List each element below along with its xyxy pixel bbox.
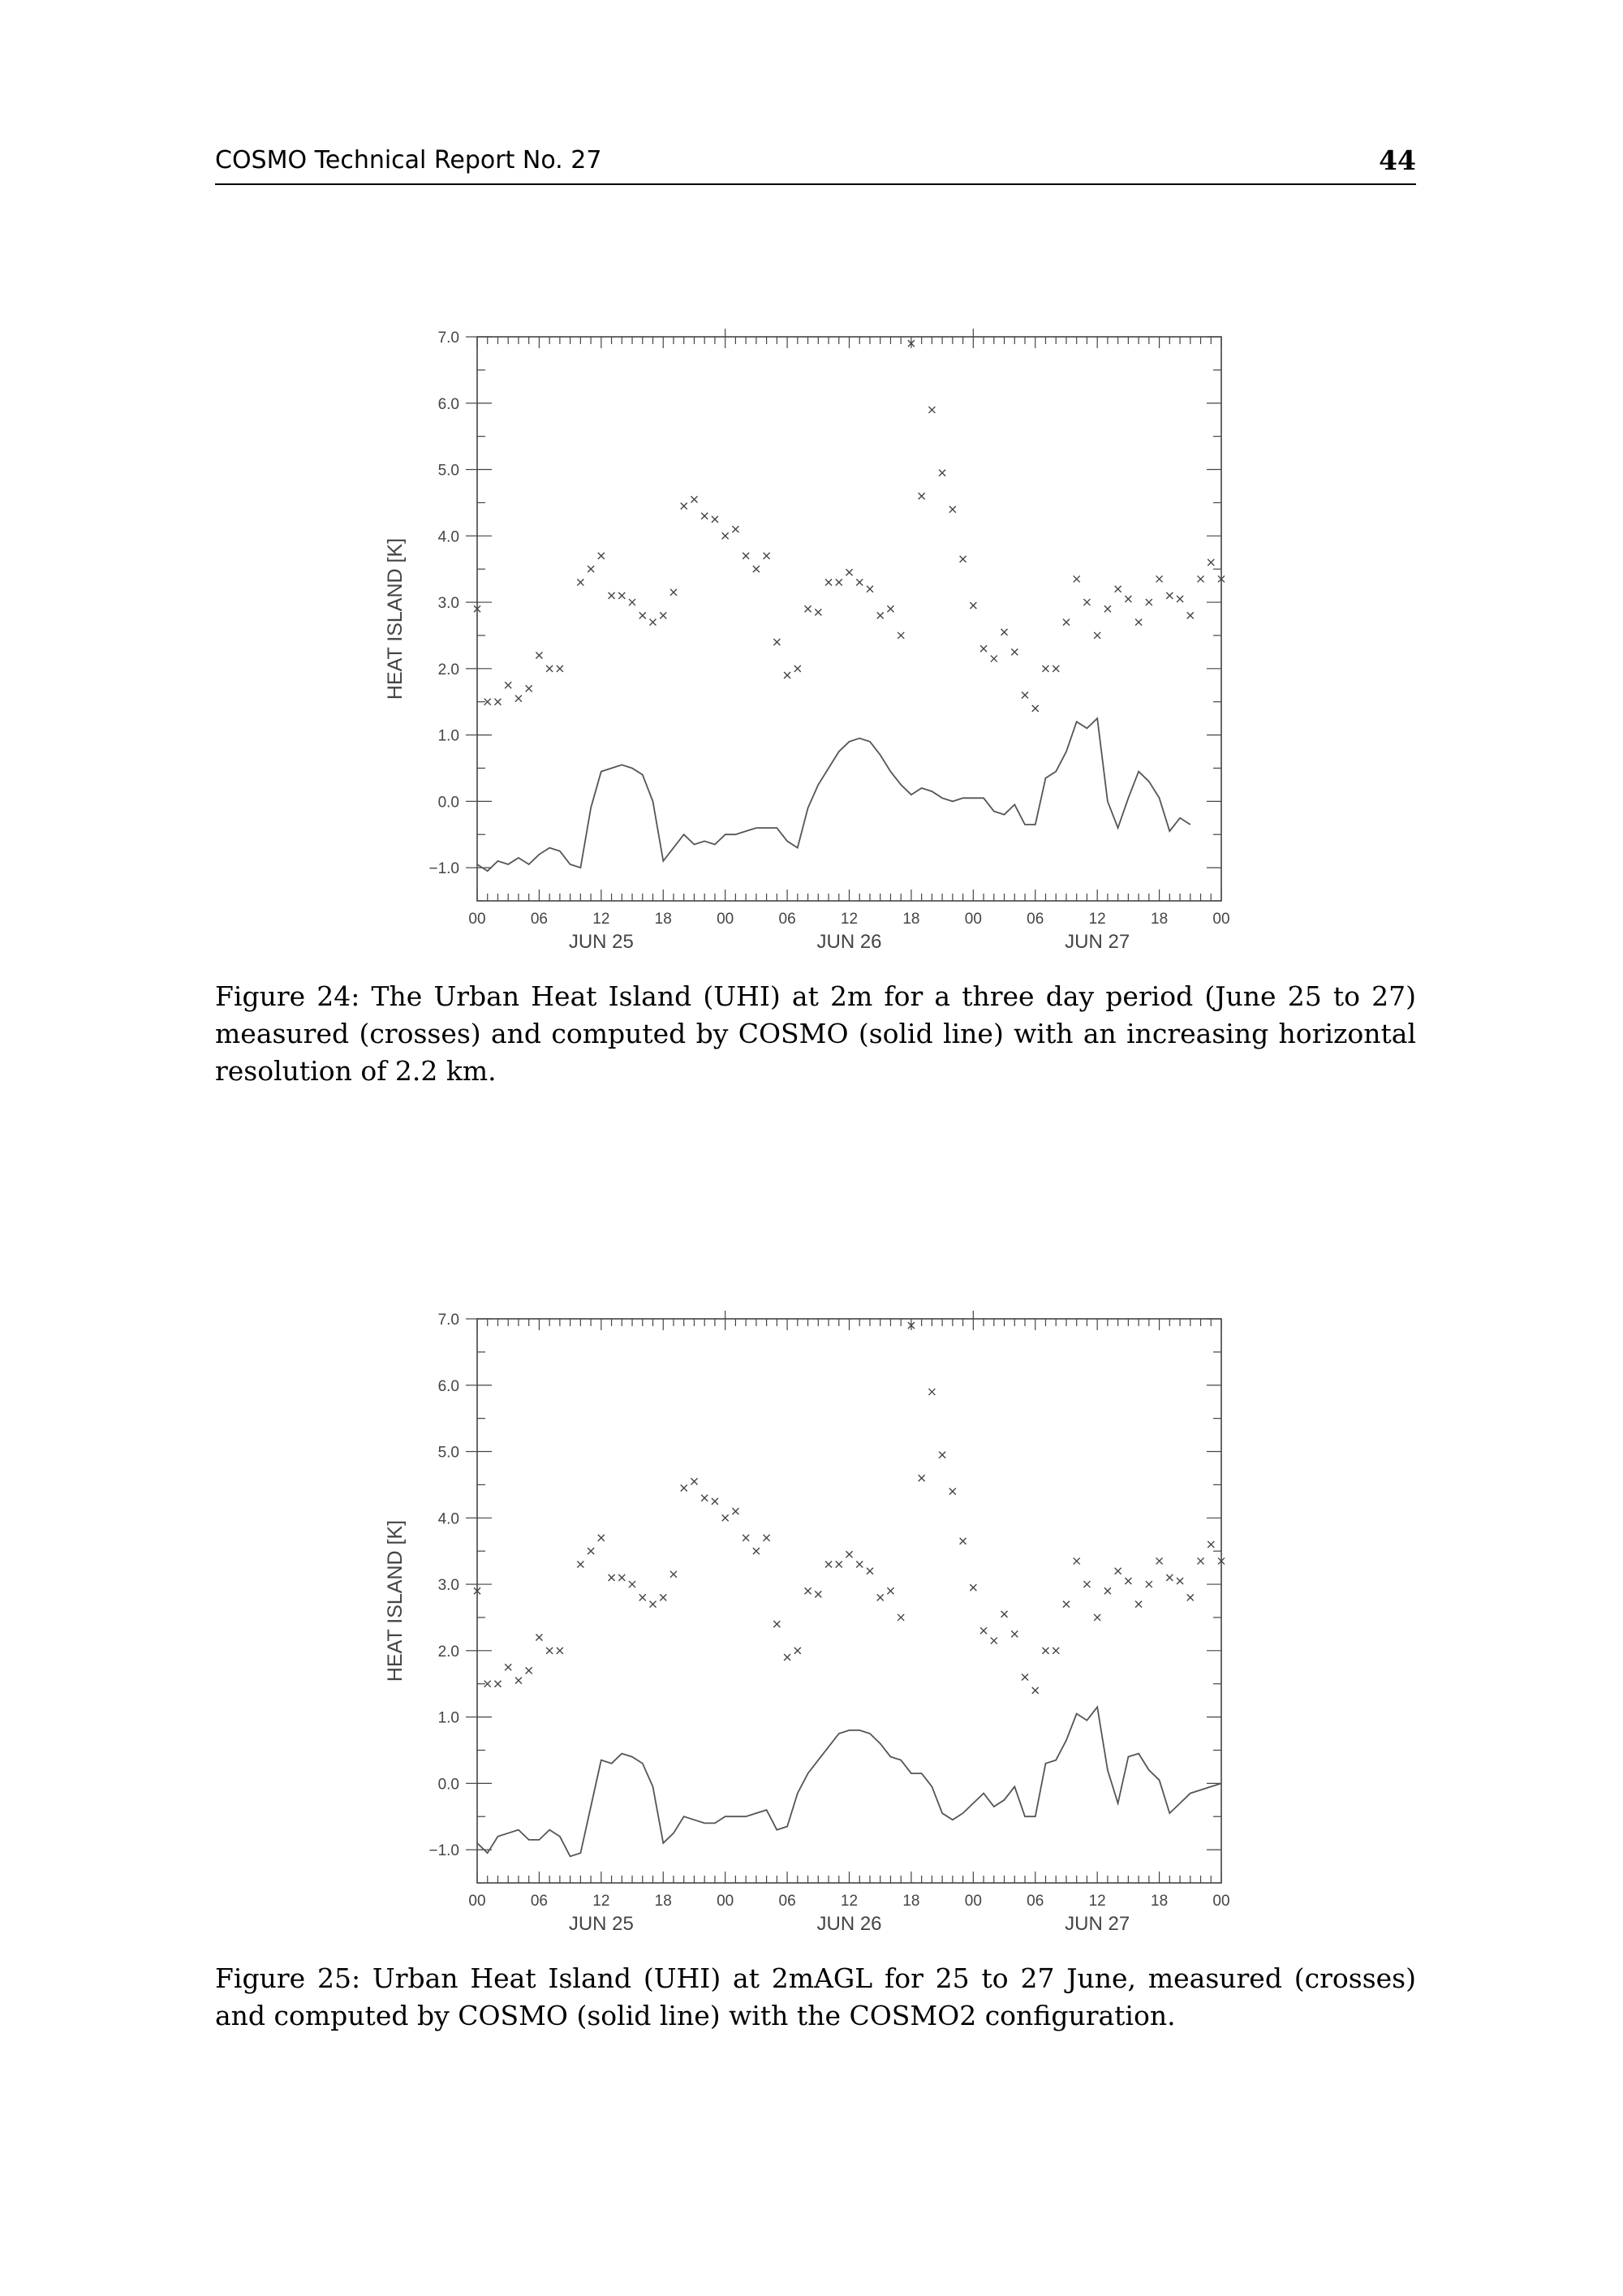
- measured-cross: [557, 1648, 563, 1654]
- measured-cross: [639, 1594, 646, 1600]
- x-tick-label: 00: [717, 1893, 734, 1910]
- computed-line: [477, 718, 1190, 871]
- measured-cross: [1146, 599, 1152, 605]
- measured-cross: [1166, 1574, 1173, 1581]
- measured-cross: [805, 1587, 812, 1594]
- measured-cross: [867, 586, 873, 592]
- measured-cross: [980, 645, 987, 652]
- measured-cross: [1208, 559, 1214, 566]
- measured-cross: [609, 592, 615, 599]
- measured-cross: [1125, 596, 1131, 602]
- figure-24-caption: Figure 24: The Urban Heat Island (UHI) at 2m for a three day period (June 25 to 27) measured (crosses) and computed by COSMO (solid line) with an increasing horizontal resolution of 2.2 km.: [215, 980, 1416, 1087]
- measured-cross: [691, 1478, 697, 1484]
- measured-cross: [1115, 1568, 1121, 1574]
- measured-cross: [939, 470, 945, 476]
- y-tick-label: −1.0: [428, 860, 459, 878]
- measured-cross: [939, 1452, 945, 1458]
- measured-cross: [794, 666, 801, 672]
- measured-cross: [949, 506, 956, 513]
- y-tick-label: −1.0: [428, 1842, 459, 1860]
- measured-cross: [1156, 575, 1163, 582]
- y-tick-label: 3.0: [437, 595, 459, 613]
- y-tick-label: 4.0: [437, 1510, 459, 1528]
- measured-cross: [691, 496, 697, 502]
- measured-cross: [536, 1634, 542, 1640]
- measured-cross: [846, 1551, 853, 1557]
- figure-25-svg: [357, 1290, 1266, 1940]
- y-tick-label: 1.0: [437, 1709, 459, 1727]
- measured-cross: [1135, 1601, 1142, 1608]
- measured-cross: [701, 513, 708, 519]
- measured-cross: [784, 1654, 790, 1661]
- measured-cross: [753, 566, 760, 572]
- measured-cross: [743, 553, 749, 559]
- x-tick-label: 00: [468, 911, 486, 928]
- x-tick-label: 18: [1151, 911, 1169, 928]
- x-tick-label: 18: [902, 911, 920, 928]
- measured-cross: [598, 1535, 605, 1541]
- measured-cross: [1022, 1674, 1028, 1681]
- day-label: JUN 25: [568, 931, 634, 953]
- y-tick-label: 3.0: [437, 1577, 459, 1595]
- measured-cross: [1094, 1614, 1100, 1621]
- measured-cross: [1104, 605, 1111, 612]
- y-tick-label: 6.0: [437, 1377, 459, 1395]
- measured-cross: [836, 1562, 842, 1568]
- measured-cross: [609, 1574, 615, 1581]
- measured-cross: [898, 632, 904, 639]
- measured-cross: [732, 526, 738, 532]
- y-tick-label: 7.0: [437, 1312, 459, 1329]
- day-label: JUN 27: [1065, 931, 1130, 953]
- measured-cross: [618, 592, 625, 599]
- measured-cross: [1083, 1581, 1090, 1587]
- measured-cross: [1135, 619, 1142, 626]
- measured-cross: [1022, 692, 1028, 699]
- measured-cross: [1032, 705, 1039, 712]
- measured-cross: [557, 666, 563, 672]
- measured-cross: [1074, 1557, 1080, 1564]
- x-tick-label: 12: [840, 1893, 859, 1910]
- measured-cross: [1198, 1557, 1204, 1564]
- measured-cross: [960, 556, 966, 562]
- measured-cross: [877, 1594, 884, 1600]
- measured-cross: [732, 1508, 738, 1514]
- x-tick-label: 12: [592, 1893, 610, 1910]
- measured-cross: [919, 1475, 925, 1481]
- y-tick-label: 0.0: [437, 794, 459, 812]
- measured-cross: [1156, 1557, 1163, 1564]
- measured-cross: [1083, 599, 1090, 605]
- y-tick-label: 4.0: [437, 528, 459, 546]
- measured-cross: [712, 1498, 718, 1505]
- measured-cross: [629, 599, 635, 605]
- measured-cross: [1001, 1611, 1008, 1618]
- measured-cross: [660, 1594, 666, 1600]
- measured-cross: [960, 1538, 966, 1544]
- measured-cross: [494, 699, 501, 705]
- x-tick-label: 18: [1151, 1893, 1169, 1910]
- measured-cross: [805, 605, 812, 612]
- measured-cross: [577, 579, 583, 586]
- measured-cross: [639, 612, 646, 618]
- x-tick-label: 12: [1088, 1893, 1106, 1910]
- page-number: 44: [1379, 144, 1416, 176]
- measured-cross: [1053, 1648, 1059, 1654]
- measured-cross: [618, 1574, 625, 1581]
- measured-cross: [536, 652, 542, 658]
- day-label: JUN 26: [816, 931, 882, 953]
- measured-cross: [712, 516, 718, 523]
- y-tick-label: 2.0: [437, 661, 459, 678]
- measured-cross: [494, 1681, 501, 1687]
- plot-frame: [477, 1319, 1221, 1883]
- measured-cross: [928, 407, 935, 413]
- measured-cross: [825, 1562, 832, 1568]
- measured-cross: [856, 579, 863, 586]
- measured-cross: [846, 569, 853, 575]
- measured-cross: [650, 1601, 657, 1608]
- measured-cross: [949, 1488, 956, 1495]
- measured-cross: [722, 532, 729, 539]
- measured-cross: [526, 685, 532, 691]
- figure-24-chart: [357, 308, 1266, 958]
- x-tick-label: 06: [1027, 1893, 1044, 1910]
- measured-cross: [1177, 596, 1183, 602]
- x-tick-label: 00: [1212, 911, 1230, 928]
- measured-cross: [660, 612, 666, 618]
- y-axis-label: HEAT ISLAND [K]: [384, 1519, 407, 1682]
- measured-cross: [1166, 592, 1173, 599]
- measured-cross: [1001, 629, 1008, 635]
- x-tick-label: 06: [778, 911, 796, 928]
- x-tick-label: 06: [778, 1893, 796, 1910]
- x-tick-label: 06: [530, 1893, 548, 1910]
- measured-cross: [919, 493, 925, 499]
- measured-cross: [1042, 1648, 1048, 1654]
- measured-cross: [1104, 1587, 1111, 1594]
- figure-25-caption: Figure 25: Urban Heat Island (UHI) at 2mAGL for 25 to 27 June, measured (crosses) and computed by COSMO (solid line) with the COSMO2 configuration.: [215, 1962, 1416, 2031]
- x-tick-label: 18: [654, 1893, 672, 1910]
- y-tick-label: 1.0: [437, 727, 459, 745]
- measured-cross: [980, 1627, 987, 1634]
- measured-cross: [764, 1535, 770, 1541]
- measured-cross: [743, 1535, 749, 1541]
- measured-cross: [1063, 619, 1070, 626]
- measured-cross: [970, 602, 976, 609]
- y-tick-label: 5.0: [437, 1444, 459, 1462]
- x-tick-label: 12: [840, 911, 859, 928]
- measured-cross: [1032, 1687, 1039, 1694]
- measured-cross: [1198, 575, 1204, 582]
- x-tick-label: 00: [717, 911, 734, 928]
- x-tick-label: 18: [654, 911, 672, 928]
- measured-cross: [722, 1514, 729, 1521]
- measured-cross: [815, 609, 821, 615]
- x-tick-label: 00: [964, 911, 982, 928]
- measured-cross: [546, 1648, 553, 1654]
- measured-cross: [1042, 666, 1048, 672]
- measured-cross: [670, 589, 677, 596]
- computed-line: [477, 1707, 1221, 1856]
- measured-cross: [670, 1571, 677, 1578]
- measured-cross: [577, 1562, 583, 1568]
- x-tick-label: 06: [1027, 911, 1044, 928]
- measured-cross: [1011, 648, 1018, 655]
- day-label: JUN 27: [1065, 1913, 1130, 1935]
- measured-cross: [629, 1581, 635, 1587]
- y-tick-label: 5.0: [437, 462, 459, 480]
- measured-cross: [1053, 666, 1059, 672]
- measured-cross: [877, 612, 884, 618]
- x-tick-label: 06: [530, 911, 548, 928]
- running-head: [215, 144, 1416, 185]
- measured-cross: [1187, 612, 1194, 618]
- measured-cross: [681, 503, 687, 510]
- measured-cross: [794, 1648, 801, 1654]
- y-tick-label: 7.0: [437, 330, 459, 347]
- measured-cross: [887, 605, 893, 612]
- measured-cross: [753, 1548, 760, 1554]
- measured-cross: [650, 619, 657, 626]
- x-tick-label: 00: [468, 1893, 486, 1910]
- measured-cross: [701, 1495, 708, 1501]
- measured-cross: [515, 1678, 522, 1684]
- measured-cross: [928, 1389, 935, 1395]
- measured-cross: [970, 1584, 976, 1591]
- measured-cross: [836, 579, 842, 586]
- x-tick-label: 00: [964, 1893, 982, 1910]
- measured-cross: [773, 639, 780, 645]
- x-tick-label: 00: [1212, 1893, 1230, 1910]
- figure-25-chart: [357, 1290, 1266, 1940]
- measured-cross: [1074, 575, 1080, 582]
- figure-24-svg: [357, 308, 1266, 958]
- y-tick-label: 0.0: [437, 1776, 459, 1794]
- measured-cross: [867, 1568, 873, 1574]
- x-tick-label: 12: [592, 911, 610, 928]
- measured-cross: [991, 1638, 997, 1644]
- day-label: JUN 25: [568, 1913, 634, 1935]
- measured-cross: [1125, 1578, 1131, 1584]
- day-label: JUN 26: [816, 1913, 882, 1935]
- measured-cross: [764, 553, 770, 559]
- measured-cross: [546, 666, 553, 672]
- measured-cross: [856, 1562, 863, 1568]
- y-axis-label: HEAT ISLAND [K]: [384, 537, 407, 700]
- y-tick-label: 6.0: [437, 395, 459, 413]
- measured-cross: [898, 1614, 904, 1621]
- measured-cross: [887, 1587, 893, 1594]
- measured-cross: [505, 682, 511, 688]
- measured-cross: [1115, 586, 1121, 592]
- measured-cross: [1011, 1630, 1018, 1637]
- measured-cross: [825, 579, 832, 586]
- measured-cross: [1094, 632, 1100, 639]
- measured-cross: [1208, 1541, 1214, 1548]
- measured-cross: [815, 1591, 821, 1597]
- measured-cross: [681, 1485, 687, 1492]
- measured-cross: [1177, 1578, 1183, 1584]
- measured-cross: [1063, 1601, 1070, 1608]
- x-tick-label: 12: [1088, 911, 1106, 928]
- y-tick-label: 2.0: [437, 1643, 459, 1661]
- measured-cross: [598, 553, 605, 559]
- measured-cross: [588, 566, 594, 572]
- measured-cross: [1146, 1581, 1152, 1587]
- measured-cross: [515, 696, 522, 702]
- measured-cross: [588, 1548, 594, 1554]
- x-tick-label: 18: [902, 1893, 920, 1910]
- measured-cross: [1187, 1594, 1194, 1600]
- measured-cross: [773, 1621, 780, 1627]
- measured-cross: [991, 656, 997, 662]
- measured-cross: [505, 1664, 511, 1670]
- measured-cross: [784, 672, 790, 678]
- measured-cross: [526, 1667, 532, 1674]
- report-title: COSMO Technical Report No. 27: [215, 146, 602, 174]
